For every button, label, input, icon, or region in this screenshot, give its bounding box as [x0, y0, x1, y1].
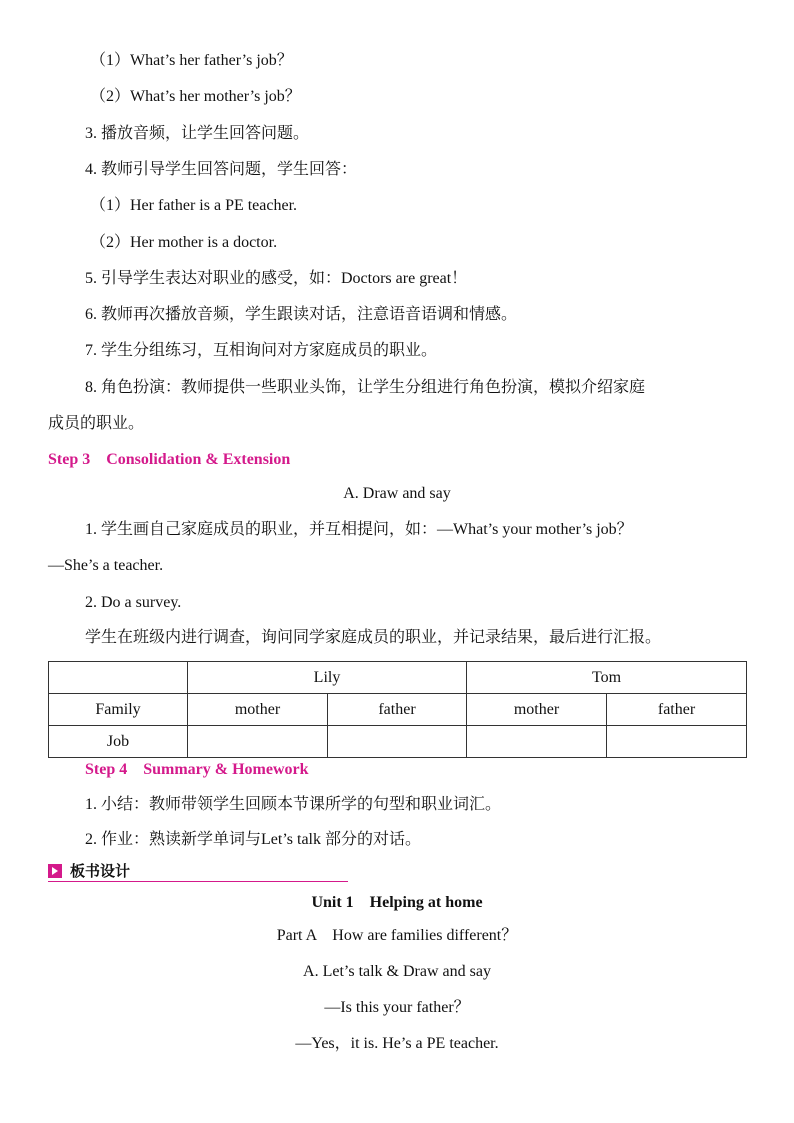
step-item-3: 3. 播放音频，让学生回答问题。 [85, 125, 310, 142]
survey-description: 学生在班级内进行调查，询问同学家庭成员的职业，并记录结果，最后进行汇报。 [85, 629, 662, 646]
board-part-title: Part A How are families different？ [276, 927, 518, 944]
board-design-banner [48, 861, 348, 883]
table-cell: mother [467, 694, 607, 726]
step-4-heading: Step 4 Summary & Homework [85, 761, 309, 778]
arrow-right-icon [48, 864, 62, 878]
step-item-6: 6. 教师再次播放音频，学生跟读对话，注意语音语调和情感。 [85, 306, 518, 323]
table-header-tom: Tom [467, 662, 747, 694]
step-item-5: 5. 引导学生表达对职业的感受，如：Doctors are great！ [85, 270, 468, 287]
extension-item-1: 1. 学生画自己家庭成员的职业，并互相提问，如：—What’s your mother’s job？ [85, 521, 633, 538]
table-cell-empty [467, 726, 607, 758]
table-row [49, 694, 747, 726]
board-design-label: 板书设计 [70, 862, 131, 880]
table-row [49, 726, 747, 758]
section-a-title: A. Draw and say [343, 485, 451, 502]
summary-item-2: 2. 作业：熟读新学单词与Let’s talk 部分的对话。 [85, 831, 421, 848]
step-3-heading: Step 3 Consolidation & Extension [48, 451, 291, 468]
board-section-title: A. Let’s talk & Draw and say [303, 963, 491, 980]
extension-item-1-answer: —She’s a teacher. [48, 557, 164, 574]
step-item-4: 4. 教师引导学生回答问题，学生回答： [85, 161, 358, 178]
table-cell-empty [607, 726, 747, 758]
board-dialogue-line-2: —Yes，it is. He’s a PE teacher. [295, 1035, 499, 1052]
table-header-lily: Lily [188, 662, 467, 694]
divider [48, 881, 348, 882]
survey-table [48, 661, 747, 758]
table-header-row [49, 662, 747, 694]
step-item-8-continued: 成员的职业。 [48, 415, 145, 432]
question-1: （1）What’s her father’s job？ [90, 52, 293, 69]
table-cell: father [328, 694, 467, 726]
table-cell: father [607, 694, 747, 726]
answer-1: （1）Her father is a PE teacher. [90, 197, 298, 214]
step-item-8: 8. 角色扮演：教师提供一些职业头饰，让学生分组进行角色扮演，模拟介绍家庭 [85, 379, 646, 396]
answer-2: （2）Her mother is a doctor. [90, 234, 278, 251]
table-corner-cell [49, 662, 188, 694]
row-label-family: Family [49, 694, 188, 726]
extension-item-2: 2. Do a survey. [85, 594, 182, 611]
summary-item-1: 1. 小结：教师带领学生回顾本节课所学的句型和职业词汇。 [85, 796, 502, 813]
board-dialogue-line-1: —Is this your father？ [324, 999, 470, 1016]
table-cell: mother [188, 694, 328, 726]
row-label-job: Job [49, 726, 188, 758]
step-item-7: 7. 学生分组练习，互相询问对方家庭成员的职业。 [85, 342, 438, 359]
table-cell-empty [328, 726, 467, 758]
question-2: （2）What’s her mother’s job？ [90, 88, 301, 105]
table-cell-empty [188, 726, 328, 758]
board-unit-title: Unit 1 Helping at home [311, 894, 483, 911]
